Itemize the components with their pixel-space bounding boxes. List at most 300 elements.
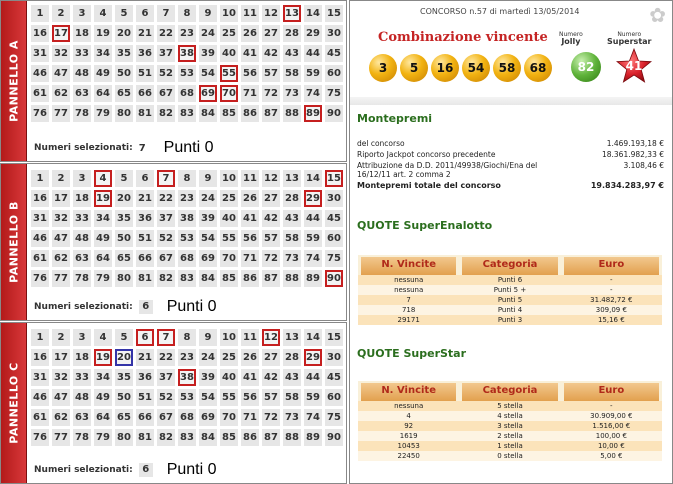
number-cell[interactable]: 37	[157, 45, 175, 62]
number-cell[interactable]: 71	[241, 85, 259, 102]
number-cell[interactable]: 40	[220, 369, 238, 386]
number-cell[interactable]: 58	[283, 230, 301, 247]
mp-label: Montepremi totale del concorso	[357, 181, 501, 190]
number-cell[interactable]: 71	[241, 250, 259, 267]
number-cell[interactable]: 24	[199, 349, 217, 366]
number-cell[interactable]: 16	[31, 25, 49, 42]
number-cell[interactable]: 53	[178, 389, 196, 406]
number-cell[interactable]: 14	[304, 170, 322, 187]
number-cell[interactable]: 80	[115, 105, 133, 122]
number-cell[interactable]: 35	[115, 369, 133, 386]
number-cell[interactable]: 1	[31, 170, 49, 187]
number-cell[interactable]: 27	[262, 25, 280, 42]
panel-c-label: PANNELLO C	[7, 362, 20, 444]
number-cell[interactable]: 6	[136, 329, 154, 346]
number-cell[interactable]: 49	[94, 389, 112, 406]
number-cell[interactable]: 29	[304, 349, 322, 366]
number-cell[interactable]: 87	[262, 429, 280, 446]
number-cell[interactable]: 72	[262, 85, 280, 102]
number-cell[interactable]: 71	[241, 409, 259, 426]
number-cell[interactable]: 65	[115, 85, 133, 102]
number-cell[interactable]: 74	[304, 250, 322, 267]
number-cell[interactable]: 44	[304, 210, 322, 227]
number-cell[interactable]: 5	[115, 170, 133, 187]
number-cell[interactable]: 90	[325, 105, 343, 122]
number-cell[interactable]: 39	[199, 369, 217, 386]
number-cell[interactable]: 47	[52, 230, 70, 247]
number-cell[interactable]: 2	[52, 170, 70, 187]
number-cell[interactable]: 42	[262, 45, 280, 62]
number-cell[interactable]: 60	[325, 230, 343, 247]
table-row	[358, 275, 662, 285]
selected-label: Numeri selezionati:	[34, 302, 133, 312]
number-cell[interactable]: 25	[220, 190, 238, 207]
number-cell[interactable]: 41	[241, 45, 259, 62]
number-cell[interactable]: 33	[73, 45, 91, 62]
number-cell[interactable]: 2	[52, 5, 70, 22]
number-cell[interactable]: 15	[325, 329, 343, 346]
number-cell[interactable]: 28	[283, 25, 301, 42]
number-cell[interactable]: 76	[31, 429, 49, 446]
number-cell[interactable]: 35	[115, 45, 133, 62]
header-vincite: N. Vincite	[361, 383, 456, 401]
number-cell[interactable]: 74	[304, 409, 322, 426]
panel-c-tab[interactable]	[1, 323, 27, 483]
number-cell[interactable]: 18	[73, 25, 91, 42]
number-cell[interactable]: 35	[115, 210, 133, 227]
number-cell[interactable]: 28	[283, 349, 301, 366]
number-cell[interactable]: 86	[241, 270, 259, 287]
number-cell[interactable]: 77	[52, 429, 70, 446]
number-cell[interactable]: 36	[136, 369, 154, 386]
number-cell[interactable]: 15	[325, 170, 343, 187]
number-cell[interactable]: 3	[73, 170, 91, 187]
number-cell[interactable]: 59	[304, 389, 322, 406]
number-cell[interactable]: 61	[31, 409, 49, 426]
number-cell[interactable]: 57	[262, 65, 280, 82]
number-cell[interactable]: 56	[241, 230, 259, 247]
number-cell[interactable]: 24	[199, 25, 217, 42]
number-cell[interactable]: 20	[115, 349, 133, 366]
header-vincite: N. Vincite	[361, 257, 456, 275]
number-cell[interactable]: 63	[73, 85, 91, 102]
number-cell[interactable]: 76	[31, 270, 49, 287]
number-cell[interactable]: 32	[52, 210, 70, 227]
number-cell[interactable]: 31	[31, 210, 49, 227]
number-cell[interactable]: 11	[241, 329, 259, 346]
cell-vincite: 718	[401, 306, 416, 314]
number-cell[interactable]: 34	[94, 45, 112, 62]
number-cell[interactable]: 51	[136, 389, 154, 406]
number-cell[interactable]: 21	[136, 25, 154, 42]
number-cell[interactable]: 66	[136, 409, 154, 426]
number-cell[interactable]: 8	[178, 329, 196, 346]
number-cell[interactable]: 37	[157, 210, 175, 227]
number-cell[interactable]: 30	[325, 190, 343, 207]
number-cell[interactable]: 83	[178, 270, 196, 287]
number-cell[interactable]: 82	[157, 429, 175, 446]
panel-a-label: PANNELLO A	[7, 40, 20, 122]
number-cell[interactable]: 70	[220, 409, 238, 426]
number-cell[interactable]: 18	[73, 349, 91, 366]
number-cell[interactable]: 79	[94, 105, 112, 122]
number-cell[interactable]: 9	[199, 170, 217, 187]
number-cell[interactable]: 34	[94, 210, 112, 227]
winning-numbers	[369, 54, 555, 82]
concorso-title: CONCORSO n.57 di martedì 13/05/2014	[420, 7, 580, 16]
number-cell[interactable]: 57	[262, 230, 280, 247]
number-cell[interactable]: 66	[136, 250, 154, 267]
number-cell[interactable]: 8	[178, 5, 196, 22]
number-cell[interactable]: 75	[325, 409, 343, 426]
punti-text: Punti 0	[163, 139, 214, 156]
cell-vincite: 4	[406, 412, 411, 420]
number-cell[interactable]: 88	[283, 270, 301, 287]
number-cell[interactable]: 28	[283, 190, 301, 207]
number-cell[interactable]: 89	[304, 105, 322, 122]
punti-text: Punti 0	[166, 298, 217, 315]
number-cell[interactable]: 14	[304, 329, 322, 346]
number-cell[interactable]: 73	[283, 250, 301, 267]
superstar-small: Numero	[617, 31, 642, 38]
number-cell[interactable]: 54	[199, 389, 217, 406]
number-cell[interactable]: 62	[52, 85, 70, 102]
number-cell[interactable]: 38	[178, 369, 196, 386]
number-cell[interactable]: 76	[31, 105, 49, 122]
number-cell[interactable]: 29	[304, 190, 322, 207]
number-cell[interactable]: 31	[31, 45, 49, 62]
superstar-title: Superstar	[607, 37, 652, 46]
number-cell[interactable]: 50	[115, 230, 133, 247]
number-cell[interactable]: 83	[178, 105, 196, 122]
number-cell[interactable]: 62	[52, 409, 70, 426]
number-cell[interactable]: 1	[31, 5, 49, 22]
number-cell[interactable]: 2	[52, 329, 70, 346]
number-cell[interactable]: 17	[52, 349, 70, 366]
number-cell[interactable]: 40	[220, 45, 238, 62]
number-cell[interactable]: 17	[52, 190, 70, 207]
table-row	[358, 315, 662, 325]
number-cell[interactable]: 17	[52, 25, 70, 42]
number-cell[interactable]: 78	[73, 429, 91, 446]
number-cell[interactable]: 81	[136, 270, 154, 287]
number-cell[interactable]: 38	[178, 210, 196, 227]
number-cell[interactable]: 5	[115, 5, 133, 22]
number-cell[interactable]: 13	[283, 329, 301, 346]
number-cell[interactable]: 61	[31, 85, 49, 102]
number-cell[interactable]: 3	[73, 329, 91, 346]
number-cell[interactable]: 79	[94, 270, 112, 287]
number-cell[interactable]: 48	[73, 230, 91, 247]
number-cell[interactable]: 44	[304, 45, 322, 62]
number-cell[interactable]: 20	[115, 190, 133, 207]
number-cell[interactable]: 8	[178, 170, 196, 187]
number-cell[interactable]: 82	[157, 270, 175, 287]
number-cell[interactable]: 36	[136, 45, 154, 62]
number-cell[interactable]: 30	[325, 349, 343, 366]
mp-row	[357, 149, 664, 160]
number-cell[interactable]: 84	[199, 270, 217, 287]
number-cell[interactable]: 67	[157, 85, 175, 102]
number-cell[interactable]: 14	[304, 5, 322, 22]
number-cell[interactable]: 4	[94, 5, 112, 22]
number-cell[interactable]: 43	[283, 369, 301, 386]
number-cell[interactable]: 12	[262, 170, 280, 187]
montepremi-title: Montepremi	[357, 112, 433, 125]
number-cell[interactable]: 34	[94, 369, 112, 386]
table-row	[358, 451, 662, 461]
table-row	[358, 305, 662, 315]
number-cell[interactable]: 23	[178, 349, 196, 366]
number-cell[interactable]: 1	[31, 329, 49, 346]
panel-a-tab[interactable]	[1, 1, 27, 161]
number-cell[interactable]: 12	[262, 5, 280, 22]
number-cell[interactable]: 68	[178, 250, 196, 267]
number-cell[interactable]: 52	[157, 65, 175, 82]
number-cell[interactable]: 46	[31, 389, 49, 406]
number-cell[interactable]: 41	[241, 369, 259, 386]
number-cell[interactable]: 48	[73, 65, 91, 82]
number-cell[interactable]: 29	[304, 25, 322, 42]
number-cell[interactable]: 24	[199, 190, 217, 207]
number-cell[interactable]: 38	[178, 45, 196, 62]
winning-ball: 5	[400, 54, 428, 82]
table-header	[358, 255, 662, 275]
number-cell[interactable]: 63	[73, 250, 91, 267]
number-cell[interactable]: 66	[136, 85, 154, 102]
number-cell[interactable]: 84	[199, 429, 217, 446]
number-cell[interactable]: 7	[157, 170, 175, 187]
number-cell[interactable]: 44	[304, 369, 322, 386]
number-cell[interactable]: 73	[283, 409, 301, 426]
number-cell[interactable]: 77	[52, 270, 70, 287]
number-cell[interactable]: 59	[304, 230, 322, 247]
number-cell[interactable]: 32	[52, 45, 70, 62]
number-cell[interactable]: 47	[52, 65, 70, 82]
number-cell[interactable]: 85	[220, 270, 238, 287]
number-cell[interactable]: 26	[241, 25, 259, 42]
number-cell[interactable]: 32	[52, 369, 70, 386]
number-cell[interactable]: 75	[325, 250, 343, 267]
number-cell[interactable]: 68	[178, 85, 196, 102]
number-cell[interactable]: 23	[178, 190, 196, 207]
number-cell[interactable]: 26	[241, 190, 259, 207]
number-cell[interactable]: 90	[325, 429, 343, 446]
number-cell[interactable]: 58	[283, 389, 301, 406]
cell-euro: 1.516,00 €	[592, 422, 631, 430]
number-cell[interactable]: 83	[178, 429, 196, 446]
number-cell[interactable]: 60	[325, 65, 343, 82]
number-cell[interactable]: 67	[157, 409, 175, 426]
number-cell[interactable]: 46	[31, 65, 49, 82]
number-cell[interactable]: 85	[220, 429, 238, 446]
number-cell[interactable]: 78	[73, 105, 91, 122]
number-cell[interactable]: 81	[136, 429, 154, 446]
number-cell[interactable]: 72	[262, 250, 280, 267]
number-cell[interactable]: 25	[220, 349, 238, 366]
number-cell[interactable]: 4	[94, 170, 112, 187]
number-cell[interactable]: 22	[157, 349, 175, 366]
number-cell[interactable]: 87	[262, 270, 280, 287]
number-cell[interactable]: 46	[31, 230, 49, 247]
number-cell[interactable]: 60	[325, 389, 343, 406]
number-cell[interactable]: 42	[262, 369, 280, 386]
number-cell[interactable]: 16	[31, 190, 49, 207]
number-cell[interactable]: 27	[262, 349, 280, 366]
number-cell[interactable]: 65	[115, 409, 133, 426]
number-cell[interactable]: 19	[94, 190, 112, 207]
number-cell[interactable]: 42	[262, 210, 280, 227]
number-cell[interactable]: 10	[220, 170, 238, 187]
number-cell[interactable]: 39	[199, 45, 217, 62]
cell-categoria: 5 stella	[497, 402, 523, 410]
number-cell[interactable]: 12	[262, 329, 280, 346]
number-cell[interactable]: 43	[283, 45, 301, 62]
number-cell[interactable]: 51	[136, 65, 154, 82]
number-cell[interactable]: 33	[73, 369, 91, 386]
number-cell[interactable]: 65	[115, 250, 133, 267]
number-cell[interactable]: 49	[94, 65, 112, 82]
number-cell[interactable]: 67	[157, 250, 175, 267]
number-cell[interactable]: 13	[283, 5, 301, 22]
number-cell[interactable]: 11	[241, 5, 259, 22]
number-cell[interactable]: 22	[157, 190, 175, 207]
number-cell[interactable]: 7	[157, 329, 175, 346]
number-cell[interactable]: 69	[199, 409, 217, 426]
number-cell[interactable]: 55	[220, 389, 238, 406]
number-cell[interactable]: 15	[325, 5, 343, 22]
number-cell[interactable]: 20	[115, 25, 133, 42]
number-cell[interactable]: 7	[157, 5, 175, 22]
number-cell[interactable]: 27	[262, 190, 280, 207]
number-cell[interactable]: 64	[94, 250, 112, 267]
number-cell[interactable]: 50	[115, 65, 133, 82]
number-cell[interactable]: 80	[115, 270, 133, 287]
number-cell[interactable]: 87	[262, 105, 280, 122]
number-cell[interactable]: 75	[325, 85, 343, 102]
number-cell[interactable]: 69	[199, 250, 217, 267]
number-cell[interactable]: 51	[136, 230, 154, 247]
number-cell[interactable]: 53	[178, 65, 196, 82]
number-cell[interactable]: 37	[157, 369, 175, 386]
number-cell[interactable]: 47	[52, 389, 70, 406]
number-cell[interactable]: 90	[325, 270, 343, 287]
number-cell[interactable]: 45	[325, 210, 343, 227]
number-cell[interactable]: 41	[241, 210, 259, 227]
number-cell[interactable]: 64	[94, 409, 112, 426]
number-cell[interactable]: 78	[73, 270, 91, 287]
number-cell[interactable]: 72	[262, 409, 280, 426]
number-cell[interactable]: 52	[157, 389, 175, 406]
number-cell[interactable]: 70	[220, 250, 238, 267]
number-cell[interactable]: 89	[304, 429, 322, 446]
number-cell[interactable]: 25	[220, 25, 238, 42]
number-cell[interactable]: 79	[94, 429, 112, 446]
number-cell[interactable]: 61	[31, 250, 49, 267]
number-cell[interactable]: 84	[199, 105, 217, 122]
number-cell[interactable]: 77	[52, 105, 70, 122]
number-cell[interactable]: 19	[94, 25, 112, 42]
number-cell[interactable]: 43	[283, 210, 301, 227]
number-cell[interactable]: 6	[136, 170, 154, 187]
number-cell[interactable]: 70	[220, 85, 238, 102]
number-cell[interactable]: 45	[325, 369, 343, 386]
number-cell[interactable]: 22	[157, 25, 175, 42]
number-cell[interactable]: 80	[115, 429, 133, 446]
number-cell[interactable]: 54	[199, 230, 217, 247]
number-cell[interactable]: 82	[157, 105, 175, 122]
number-cell[interactable]: 16	[31, 349, 49, 366]
number-cell[interactable]: 40	[220, 210, 238, 227]
number-cell[interactable]: 4	[94, 329, 112, 346]
number-cell[interactable]: 45	[325, 45, 343, 62]
number-cell[interactable]: 48	[73, 389, 91, 406]
number-cell[interactable]: 11	[241, 170, 259, 187]
number-cell[interactable]: 6	[136, 5, 154, 22]
number-cell[interactable]: 55	[220, 230, 238, 247]
number-cell[interactable]: 59	[304, 65, 322, 82]
number-cell[interactable]: 55	[220, 65, 238, 82]
number-cell[interactable]: 21	[136, 349, 154, 366]
panel-b-tab[interactable]	[1, 164, 27, 320]
number-cell[interactable]: 52	[157, 230, 175, 247]
number-cell[interactable]: 33	[73, 210, 91, 227]
number-cell[interactable]: 50	[115, 389, 133, 406]
cell-euro: 10,00 €	[597, 442, 625, 450]
number-cell[interactable]: 88	[283, 105, 301, 122]
number-cell[interactable]: 36	[136, 210, 154, 227]
number-cell[interactable]: 21	[136, 190, 154, 207]
number-cell[interactable]: 85	[220, 105, 238, 122]
number-cell[interactable]: 49	[94, 230, 112, 247]
number-cell[interactable]: 57	[262, 389, 280, 406]
number-cell[interactable]: 69	[199, 85, 217, 102]
number-cell[interactable]: 56	[241, 389, 259, 406]
number-cell[interactable]: 39	[199, 210, 217, 227]
number-cell[interactable]: 62	[52, 250, 70, 267]
number-cell[interactable]: 64	[94, 85, 112, 102]
number-cell[interactable]: 31	[31, 369, 49, 386]
superstar-number: 41	[625, 59, 643, 73]
number-cell[interactable]: 81	[136, 105, 154, 122]
number-cell[interactable]: 10	[220, 5, 238, 22]
number-cell[interactable]: 58	[283, 65, 301, 82]
number-cell[interactable]: 56	[241, 65, 259, 82]
number-cell[interactable]: 54	[199, 65, 217, 82]
number-cell[interactable]: 30	[325, 25, 343, 42]
number-cell[interactable]: 26	[241, 349, 259, 366]
number-cell[interactable]: 86	[241, 105, 259, 122]
number-cell[interactable]: 10	[220, 329, 238, 346]
number-cell[interactable]: 19	[94, 349, 112, 366]
number-cell[interactable]: 53	[178, 230, 196, 247]
number-cell[interactable]: 13	[283, 170, 301, 187]
number-cell[interactable]: 9	[199, 5, 217, 22]
number-cell[interactable]: 5	[115, 329, 133, 346]
number-cell[interactable]: 74	[304, 85, 322, 102]
number-cell[interactable]: 68	[178, 409, 196, 426]
number-cell[interactable]: 18	[73, 190, 91, 207]
number-cell[interactable]: 9	[199, 329, 217, 346]
number-cell[interactable]: 73	[283, 85, 301, 102]
number-cell[interactable]: 23	[178, 25, 196, 42]
number-cell[interactable]: 63	[73, 409, 91, 426]
number-cell[interactable]: 88	[283, 429, 301, 446]
number-cell[interactable]: 3	[73, 5, 91, 22]
number-cell[interactable]: 89	[304, 270, 322, 287]
winning-ball: 3	[369, 54, 397, 82]
number-cell[interactable]: 86	[241, 429, 259, 446]
